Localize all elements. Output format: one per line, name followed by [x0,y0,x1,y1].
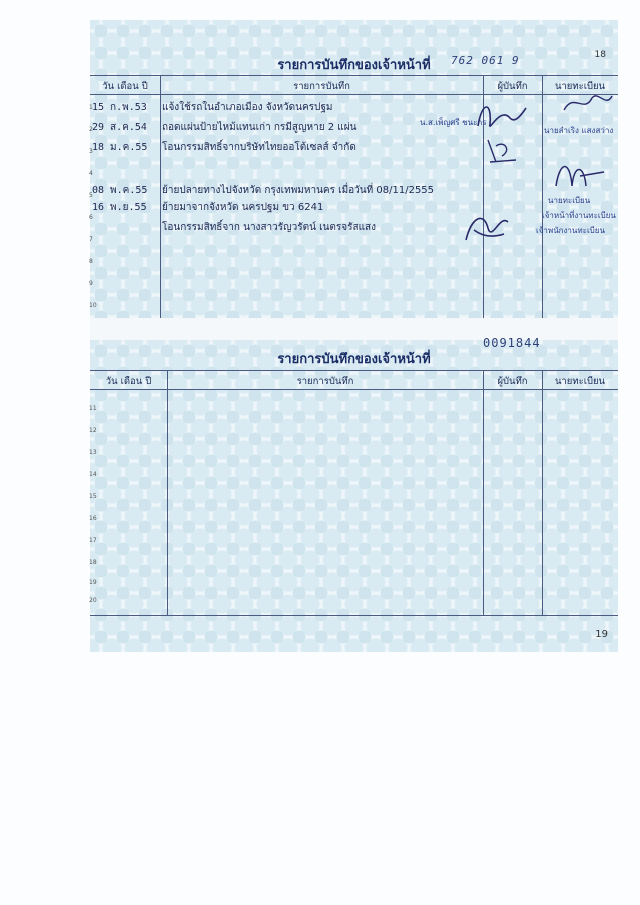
row-number: 7 [89,236,93,243]
column-divider [160,76,161,320]
entry-text: แจ้งใช้รถในอำเภอเมือง จังหวัดนครปฐม [162,102,333,113]
record-table [90,370,618,616]
record-sheet-page-19 [89,336,618,652]
column-divider [542,371,543,615]
page-number: 18 [594,50,606,60]
signature [470,96,530,136]
header-divider [90,389,618,390]
row-number: 5 [89,192,93,199]
row-number: 17 [89,537,97,544]
row-number: 14 [89,471,97,478]
entry-date: 29 ส.ค.54 [92,122,147,133]
signature [460,206,516,250]
entry-text: โอนกรรมสิทธิ์จาก นางสาวรัญวรัตน์ เนตรจรัสแสง [162,222,377,233]
entry-text: โอนกรรมสิทธิ์จากบริษัทไทยออโต้เซลส์ จำกัด [162,142,356,153]
row-number: 6 [89,214,93,221]
row-number: 18 [89,559,97,566]
sheet-title: รายการบันทึกของเจ้าหน้าที่ [277,352,431,367]
signature [560,88,616,118]
column-divider [483,371,484,615]
header-registrar: นายทะเบียน [554,81,606,92]
header-divider [90,94,618,95]
row-number: 16 [89,515,97,522]
row-number: 4 [89,170,93,177]
row-number: 2 [89,126,93,133]
row-number: 12 [89,427,97,434]
record-table [90,75,618,321]
row-number: 13 [89,449,97,456]
entry-text: ย้ายมาจากจังหวัด นครปฐม ขว 6241 [162,202,324,213]
row-number: 11 [89,405,97,412]
sheet-title: รายการบันทึกของเจ้าหน้าที่ [277,58,431,73]
column-divider [542,76,543,320]
stamp-title: เจ้าหน้าที่งานทะเบียน [542,211,616,220]
record-sheet-page-18 [90,20,618,338]
signature [550,156,608,196]
stamp-title: เจ้าพนักงานทะเบียน [536,226,605,235]
row-number: 8 [89,258,93,265]
row-number: 19 [89,579,97,586]
header-entry: รายการบันทึก [293,81,350,92]
stamp-title: นายทะเบียน [548,196,591,205]
header-registrar: นายทะเบียน [554,376,606,387]
row-number: 10 [89,302,97,309]
header-date: วัน เดือน ปี [102,81,148,92]
stamp-name: นายสำเริง แสงสว่าง [544,126,614,135]
entry-text: ย้ายปลายทางไปจังหวัด กรุงเทพมหานคร เมื่อวันที่ 08/11/2555 [162,185,435,196]
row-number: 9 [89,280,93,287]
serial-number: 0091844 [483,336,541,350]
page-number: 19 [595,629,608,640]
stamp-name: น.ส.เพ็ญศรี ชนะกร [420,118,487,127]
header-date: วัน เดือน ปี [105,376,152,387]
row-number: 3 [89,148,93,155]
column-divider [167,371,168,615]
handwritten-serial: 762 061 9 [451,54,520,67]
row-number: 1 [89,104,93,111]
row-number: 15 [89,493,97,500]
entry-text: ถอดแผ่นป้ายไหม้แทนเก่า กรมีสูญหาย 2 แผ่น [162,122,357,133]
header-recorder: ผู้บันทึก [497,376,528,387]
entry-date: 15 ก.พ.53 [92,102,147,113]
entry-date: 08 พ.ค.55 [92,185,148,196]
row-number: 20 [89,597,97,604]
header-entry: รายการบันทึก [296,376,354,387]
entry-date: 18 ม.ค.55 [92,142,148,153]
entry-date: 16 พ.ย.55 [92,202,147,213]
header-recorder: ผู้บันทึก [497,81,528,92]
signature [482,134,522,168]
